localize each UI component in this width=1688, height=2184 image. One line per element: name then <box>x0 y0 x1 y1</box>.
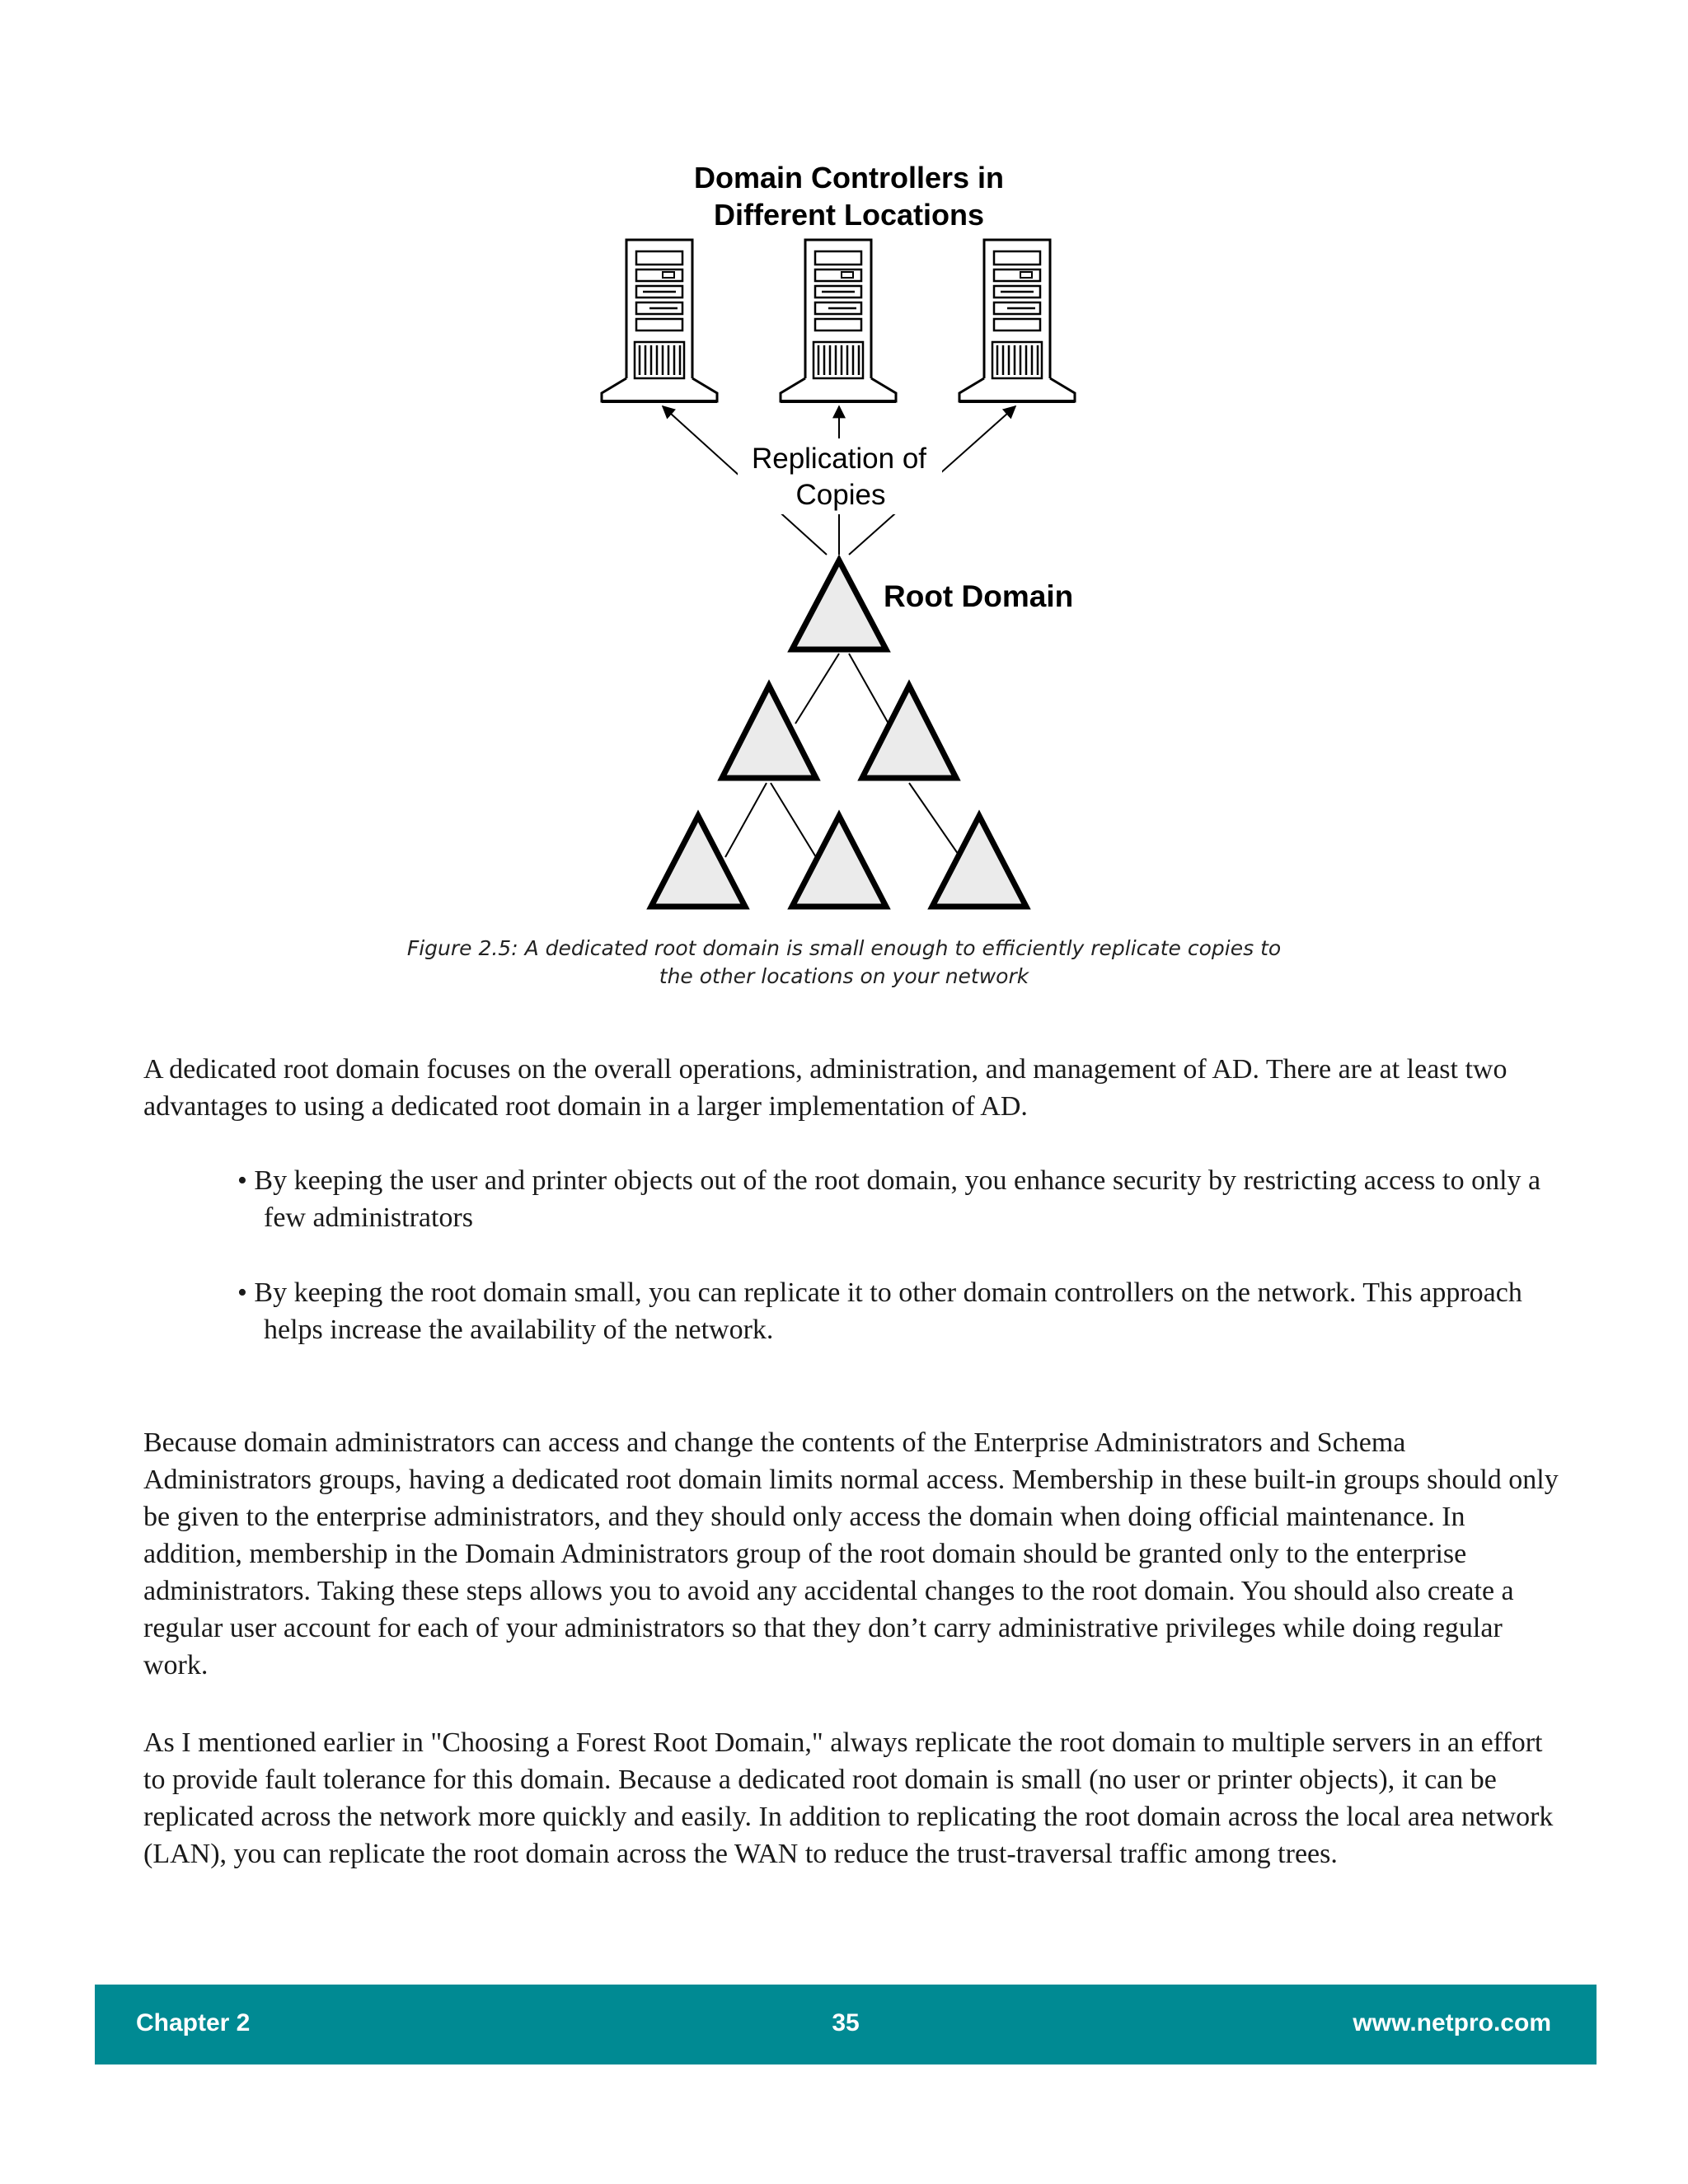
paragraph-intro: A dedicated root domain focuses on the overall operations, administration, and management of AD. There are at least two advantages to using a dedicated root domain in a larger implementation of AD. <box>143 1054 1507 1122</box>
figure-diagram <box>0 0 1688 940</box>
server-icon <box>781 240 896 401</box>
figure-title-line2: Different Locations <box>713 198 985 232</box>
page-footer <box>95 1985 1597 2064</box>
replication-label-line2: Copies <box>795 479 886 511</box>
child-domain-triangle-icon <box>722 686 816 778</box>
server-icon <box>959 240 1075 401</box>
root-domain-triangle-icon <box>792 560 886 649</box>
figure-title-line1: Domain Controllers in <box>693 161 1005 194</box>
grandchild-domain-triangle-icon <box>792 816 886 907</box>
figure-caption-line2: the other locations on your network <box>659 964 1029 988</box>
replication-label-line1: Replication of <box>751 443 927 475</box>
paragraph-membership: Because domain administrators can access and change the contents of the Enterprise Administrators and Schema Administrators groups, having a dedicated root domain limits normal access. Membership in these built-in groups should only be given to the enterprise administrators, and they should only access the domain when doing official maintenance. In addition, membership in the Domain Administrators group of the root domain should be granted only to the enterprise administrators. Taking these steps allows you to avoid any accidental changes to the root domain. You should also create a regular user account for each of your administrators so that they don’t carry administrative privileges while doing regular work. <box>143 1427 1559 1680</box>
footer-chapter: Chapter 2 <box>136 2009 251 2036</box>
bullet-availability: • By keeping the root domain small, you can replicate it to other domain controllers on the network. This approach helps increase the availability of the network. <box>237 1277 1522 1345</box>
child-domain-triangle-icon <box>862 686 956 778</box>
grandchild-domain-triangle-icon <box>932 816 1026 907</box>
footer-website-link[interactable]: www.netpro.com <box>1353 2009 1551 2036</box>
grandchild-domain-triangle-icon <box>651 816 745 907</box>
server-icon <box>602 240 717 401</box>
paragraph-replication: As I mentioned earlier in "Choosing a Forest Root Domain," always replicate the root domain to multiple servers in an effort to provide fault tolerance for this domain. Because a dedicated root domain is small (no user or printer objects), it can be replicated across the network more quickly and easily. In addition to replicating the root domain across the local area network (LAN), you can replicate the root domain across the WAN to reduce the trust-traversal traffic among trees. <box>143 1727 1554 1869</box>
footer-page-number: 35 <box>832 2009 860 2036</box>
figure-caption <box>247 935 1441 991</box>
root-domain-label: Root Domain <box>884 579 1074 613</box>
figure-caption-line1: Figure 2.5: A dedicated root domain is small enough to efficiently replicate copies to <box>406 936 1282 960</box>
bullet-security: • By keeping the user and printer objects out of the root domain, you enhance security by restricting access to only a few administrators <box>237 1165 1541 1233</box>
